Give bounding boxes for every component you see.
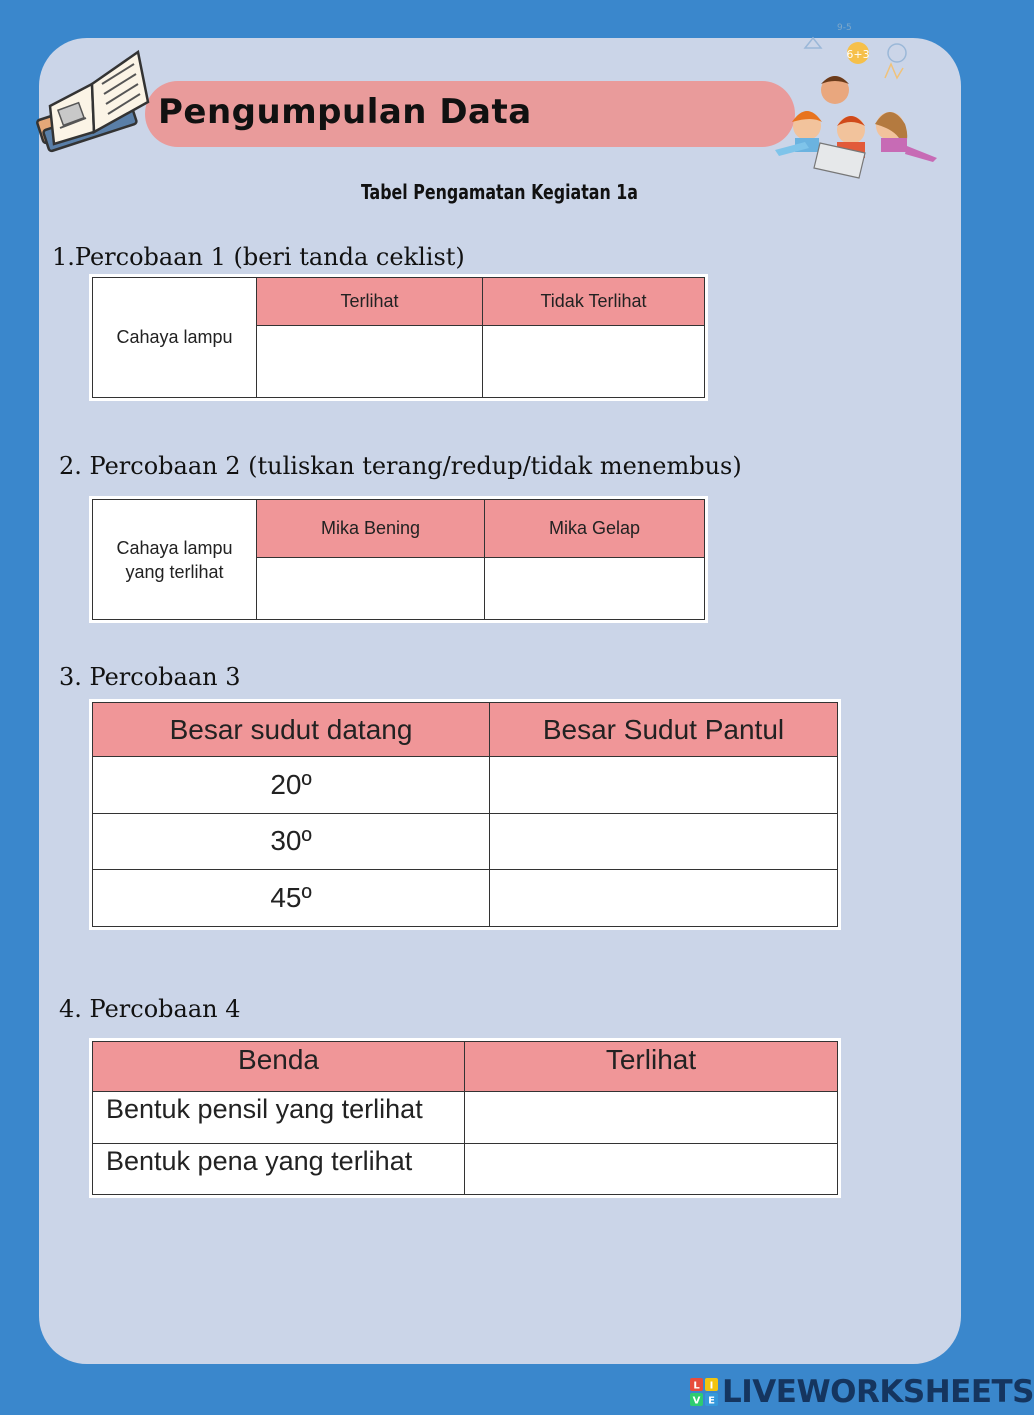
svg-text:I: I xyxy=(709,1380,714,1392)
angle-value: 30º xyxy=(93,813,490,870)
row-label xyxy=(93,500,257,620)
percobaan-2-table xyxy=(89,496,708,623)
checklist-cell-terlihat[interactable] xyxy=(257,326,483,398)
column-header: Besar Sudut Pantul xyxy=(490,703,838,757)
column-header: Besar sudut datang xyxy=(93,703,490,757)
column-header: Terlihat xyxy=(257,278,483,326)
section-2-heading: 2. Percobaan 2 (tuliskan terang/redup/tidak menembus) xyxy=(59,452,742,480)
answer-cell-mika-gelap[interactable] xyxy=(485,558,705,620)
row-label-line: yang terlihat xyxy=(125,561,224,582)
percobaan-4-table xyxy=(89,1038,841,1198)
column-header: Benda xyxy=(93,1042,465,1092)
percobaan-3-table xyxy=(89,699,841,930)
table-subtitle: Tabel Pengamatan Kegiatan 1a xyxy=(361,180,638,204)
checklist-cell-tidak-terlihat[interactable] xyxy=(483,326,705,398)
answer-cell[interactable] xyxy=(490,870,838,927)
angle-value: 20º xyxy=(93,757,490,814)
watermark-text: LIVEWORKSHEETS xyxy=(722,1374,1034,1410)
object-label: Bentuk pena yang terlihat xyxy=(93,1143,465,1195)
kids-illustration xyxy=(765,18,950,178)
kids-number-label: 9-5 xyxy=(837,23,852,33)
page-title: Pengumpulan Data xyxy=(158,92,532,132)
column-header: Mika Bening xyxy=(257,500,485,558)
section-1-heading: 1.Percobaan 1 (beri tanda ceklist) xyxy=(52,243,465,271)
svg-text:E: E xyxy=(708,1395,715,1407)
liveworksheets-logo-icon xyxy=(690,1378,718,1406)
answer-cell[interactable] xyxy=(465,1143,838,1195)
open-book-icon xyxy=(30,44,155,154)
row-label: Cahaya lampu xyxy=(93,278,257,398)
answer-cell[interactable] xyxy=(490,757,838,814)
svg-text:L: L xyxy=(693,1380,700,1392)
answer-cell[interactable] xyxy=(465,1092,838,1144)
answer-cell[interactable] xyxy=(490,813,838,870)
column-header: Terlihat xyxy=(465,1042,838,1092)
row-label-line: Cahaya lampu xyxy=(116,537,233,558)
svg-text:V: V xyxy=(692,1395,701,1407)
kids-number-label: 6+3 xyxy=(846,48,870,61)
angle-value: 45º xyxy=(93,870,490,927)
liveworksheets-watermark xyxy=(690,1374,1034,1410)
answer-cell-mika-bening[interactable] xyxy=(257,558,485,620)
column-header: Tidak Terlihat xyxy=(483,278,705,326)
percobaan-1-table xyxy=(89,274,708,401)
section-3-heading: 3. Percobaan 3 xyxy=(59,663,241,691)
section-4-heading: 4. Percobaan 4 xyxy=(59,995,241,1023)
column-header: Mika Gelap xyxy=(485,500,705,558)
object-label: Bentuk pensil yang terlihat xyxy=(93,1092,465,1144)
